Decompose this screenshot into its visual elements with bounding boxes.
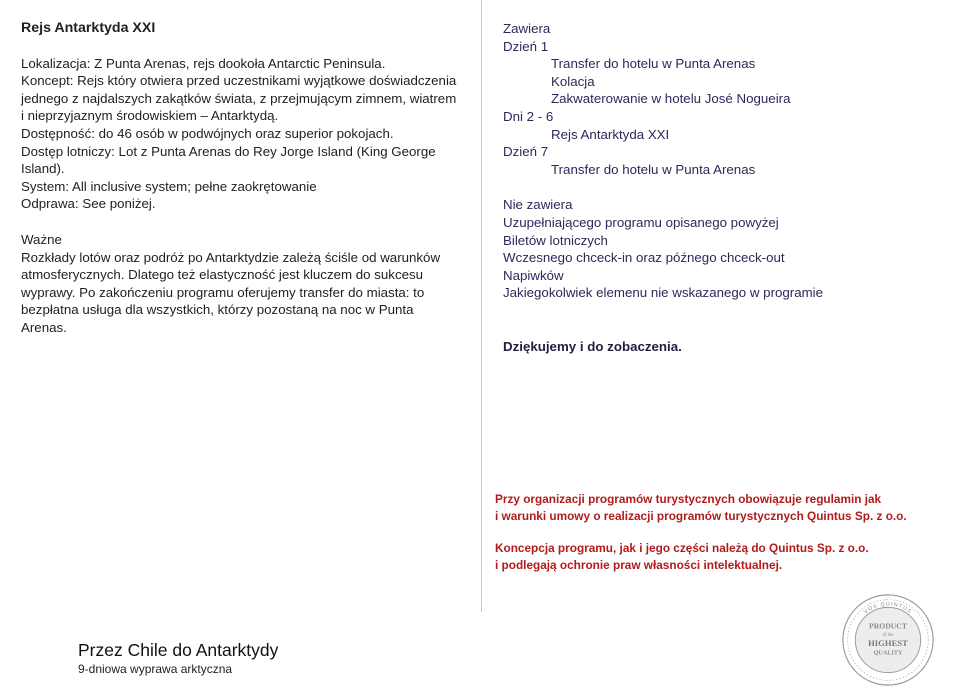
day-label: Dzień 1 (503, 38, 549, 54)
day-item: Rejs Antarktyda XXI (551, 126, 670, 142)
air-access-text: Dostęp lotniczy: Lot z Punta Arenas do Rey Jorge Island (King George Island). (21, 143, 436, 177)
footer-subtitle: 9-dniowa wyprawa arktyczna (78, 662, 233, 676)
day-label: Dni 2 - 6 (503, 108, 554, 124)
exclude-item: Wczesnego chceck-in oraz późnego chceck-out (503, 250, 785, 266)
terms-line-2: i warunki umowy o realizacji programów turystycznych Quintus Sp. z o.o. (495, 509, 907, 524)
seal-line: PRODUCT (869, 621, 907, 631)
exclude-item: Napiwków (503, 267, 564, 283)
program-description (21, 20, 461, 337)
footer-title: Przez Chile do Antarktydy (78, 640, 279, 660)
exclude-item: Uzupełniającego programu opisanego powyżej (503, 214, 779, 230)
excludes-heading: Nie zawiera (503, 197, 573, 213)
seal-ring-text: VOX QUINTUS (863, 601, 913, 616)
program-title: Rejs Antarktyda XXI (21, 20, 156, 36)
terms-line-1: Przy organizacji programów turystycznych obowiązuje regulamin jak (495, 492, 882, 506)
seal-line: HIGHEST (868, 637, 908, 648)
copyright-line-2: i podlegają ochronie praw własności intelektualnej. (495, 558, 783, 573)
seal-line: of the (882, 633, 894, 639)
day-item: Transfer do hotelu w Punta Arenas (551, 56, 756, 72)
includes-heading: Zawiera (503, 21, 551, 36)
copyright-line-1: Koncepcja programu, jak i jego części należą do Quintus Sp. z o.o. (495, 540, 869, 555)
exclude-item: Biletów lotniczych (503, 232, 608, 248)
important-text: Rozkłady lotów oraz podróż po Antarktydzie zależą ściśle od warunków atmosferycznych. Dlatego też elastyczność jest kluczem do sukcesu wyprawy. Po zakończeniu programu oferujemy transfer do miasta: to bezpłatna usługa dla wszystkich, którzy pozostaną na noc w Punta Arenas. (21, 249, 441, 335)
system-text: System: All inclusive system; pełne zaokrętowanie (21, 178, 317, 194)
includes-section (503, 20, 943, 356)
quality-seal-icon (840, 592, 936, 688)
check-in-text: Odprawa: See poniżej. (21, 196, 156, 212)
availability-text: Dostępność: do 46 osób w podwójnych oraz superior pokojach. (21, 125, 394, 141)
important-heading: Ważne (21, 231, 62, 247)
thanks-text: Dziękujemy i do zobaczenia. (503, 338, 682, 354)
concept-text: Koncept: Rejs który otwiera przed uczestnikami wyjątkowe doświadczenia jednego z najdalszych zakątków świata, z przejmującym zimnem, wiatrem i nieprzyjaznym środowiskiem – Antarktydą. (21, 73, 457, 124)
location-text: Lokalizacja: Z Punta Arenas, rejs dookoła Antarctic Peninsula. (21, 55, 386, 71)
column-divider (481, 0, 482, 612)
day-item: Transfer do hotelu w Punta Arenas (551, 161, 756, 177)
day-item: Kolacja (551, 73, 595, 89)
exclude-item: Jakiegokolwiek elemenu nie wskazanego w programie (503, 285, 824, 301)
day-label: Dzień 7 (503, 144, 549, 160)
legal-notice (495, 491, 935, 589)
seal-line: QUALITY (873, 649, 903, 657)
day-item: Zakwaterowanie w hotelu José Nogueira (551, 91, 791, 107)
